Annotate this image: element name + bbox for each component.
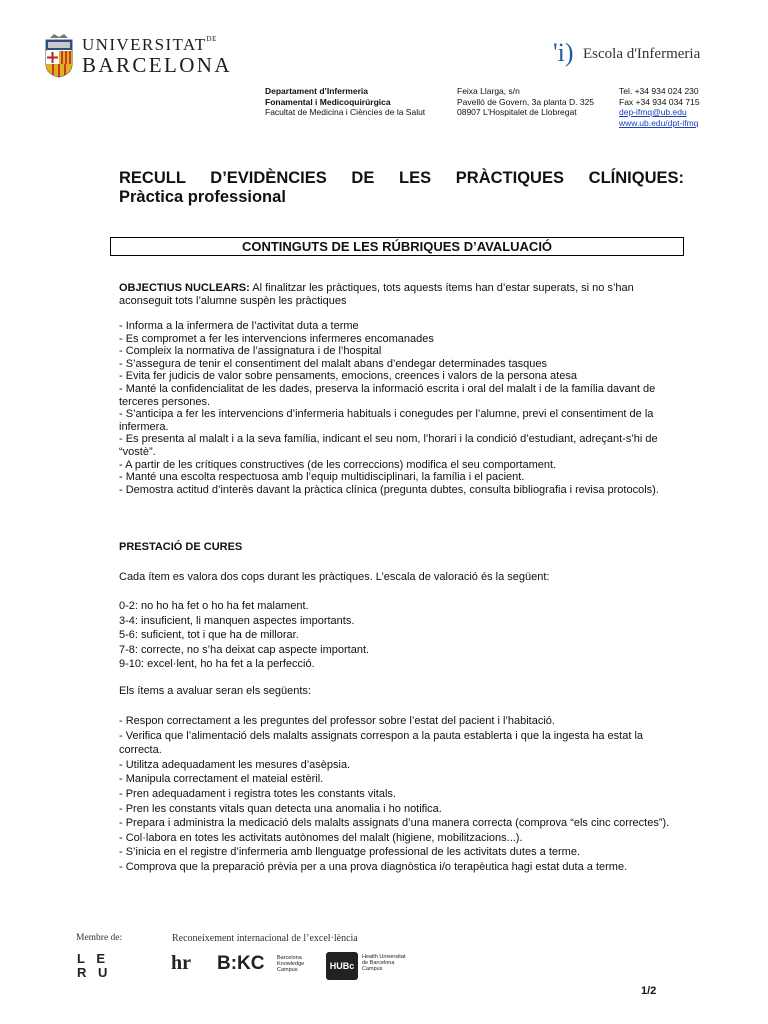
prestacio-heading: PRESTACIÓ DE CURES xyxy=(119,541,243,553)
list-item: - Respon correctament a les preguntes del professor sobre l’estat del pacient i l’habitació. xyxy=(119,715,555,727)
list-item: - Manté la confidencialitat de les dades, preserva la informació escrita i oral del malalt i de la família davant de terceres persones. xyxy=(119,382,656,408)
escola-name: Escola d'Infermeria xyxy=(583,46,701,62)
valuation-scale-list xyxy=(119,599,369,672)
document-title-line1: RECULL D’EVIDÈNCIES DE LES PRÀCTIQUES CLÍNIQUES: xyxy=(119,169,684,187)
cada-item-text: Cada ítem es valora dos cops durant les pràctiques. L’escala de valoració és la següent: xyxy=(119,571,550,583)
escola-mark-icon: 'i) xyxy=(553,38,574,67)
list-item: - S’assegura de tenir el consentiment del malalt abans d’endegar determinades tasques xyxy=(119,357,548,370)
address-line2: Pavelló de Govern, 3a planta D. 325 xyxy=(457,96,595,107)
list-item: - Verifica que l’alimentació dels malalts assignats correspon a la pauta establerta i que la ingesta ha estat la correcta. xyxy=(119,729,644,757)
list-item: - Col·labora en totes les activitats autònomes del malalt (higiene, mobilitzacions...). xyxy=(119,831,523,844)
department-info xyxy=(265,86,425,118)
list-item: - Pren les constants vitals quan detecta una anomalia i ho notifica. xyxy=(119,802,442,815)
bkc-text xyxy=(277,955,304,973)
list-item: - A partir de les crítiques constructives (de les correccions) modifica el seu comportament. xyxy=(119,458,557,471)
list-item: - Prepara i administra la medicació dels malalts assignats d’una manera correcta (comprova “els cinc correctes”). xyxy=(119,817,670,830)
leru-line1: L E xyxy=(77,951,109,966)
list-item: - Es compromet a fer les intervencions infermeres encomanades xyxy=(119,332,434,345)
document-title-line2: Pràctica professional xyxy=(119,188,286,206)
department-line1: Departament d’Infermeria xyxy=(265,86,368,96)
address-line3: 08907 L’Hospitalet de Llobregat xyxy=(457,107,577,117)
scale-item: 5-6: suficient, tot i que ha de millorar. xyxy=(119,629,299,642)
contact-email-link[interactable]: dep-ifmq@ub.edu xyxy=(619,107,687,117)
evaluation-items-list xyxy=(119,714,684,875)
university-crest-icon xyxy=(44,34,74,78)
department-line3: Facultat de Medicina i Ciències de la Salut xyxy=(265,107,426,117)
leru-line2: R U xyxy=(77,965,112,980)
leru-logo xyxy=(77,952,111,980)
list-item: - Manté una escolta respectuosa amb l’equip multidisciplinari, la família i el pacient. xyxy=(119,471,525,484)
bkc-text-line: Campus xyxy=(277,967,298,973)
bkc-text-line: Knowledge xyxy=(277,961,305,967)
list-item: - Es presenta al malalt i a la seva família, indicant el seu nom, l’horari i la condició d’estudiant, adreçant-s’hi de “vostè”. xyxy=(119,433,658,458)
items-intro-text: Els ítems a avaluar seran els següents: xyxy=(119,685,311,697)
objectius-list xyxy=(119,320,684,496)
scale-item: 9-10: excel·lent, ho ha fet a la perfecció. xyxy=(119,658,315,671)
hubc-text-line: de Barcelona xyxy=(362,960,395,966)
list-item: - S’anticipa a fer les intervencions d’infermeria habituals i conegudes per l’alumne, previ el consentiment de la infermera. xyxy=(119,408,654,433)
reconeixement-label: Reconeixement internacional de l’excel·lència xyxy=(172,933,358,944)
list-item: - Evita fer judicis de valor sobre pensaments, emocions, creences i valors de la persona atesa xyxy=(119,370,577,383)
list-item: - Informa a la infermera de l’activitat duta a terme xyxy=(119,320,359,332)
list-item: - Manipula correctament el mateial estèril. xyxy=(119,773,324,786)
address-line1: Feixa Llarga, s/n xyxy=(457,86,520,96)
hubc-text xyxy=(362,954,405,972)
contact-fax: Fax +34 934 034 715 xyxy=(619,96,700,107)
department-line2: Fonamental i Medicoquirúrgica xyxy=(265,96,391,107)
hubc-mark: HUBc xyxy=(326,952,358,980)
section-box-heading: CONTINGUTS DE LES RÚBRIQUES D’AVALUACIÓ xyxy=(110,237,684,256)
list-item: - Utilitza adequadament les mesures d’asèpsia. xyxy=(119,758,351,771)
document-title xyxy=(119,169,684,207)
scale-item: 0-2: no ho ha fet o ho ha fet malament. xyxy=(119,600,309,612)
bkc-text-line: Barcelona xyxy=(277,955,302,961)
scale-item: 3-4: insuficient, li manquen aspectes importants. xyxy=(119,614,355,627)
list-item: - Pren adequadament i registra totes les constants vitals. xyxy=(119,787,396,800)
bkc-mark: B:KC xyxy=(217,953,265,974)
page-number: 1/2 xyxy=(641,985,657,997)
hubc-text-line: Health Universitat xyxy=(362,954,406,960)
contact-web-link[interactable]: www.ub.edu/dpt-ifmq xyxy=(619,117,699,128)
university-logo xyxy=(44,34,232,80)
list-item: - Comprova que la preparació prèvia per a una prova diagnòstica i/o terapèutica hagi estat duta a terme. xyxy=(119,860,628,873)
list-item: - Demostra actitud d’interès davant la pràctica clínica (pregunta dubtes, consulta bibliografia i revisa protocols). xyxy=(119,483,659,496)
objectius-text: Al finalitzar les pràctiques, tots aquests ítems han d’estar superats, si no s’han aconseguit tots l’alumne suspèn les pràctiques xyxy=(119,282,634,307)
list-item: - Compleix la normativa de l’assignatura i de l’hospital xyxy=(119,345,382,358)
objectius-label: OBJECTIUS NUCLEARS: xyxy=(119,282,250,294)
contact-tel: Tel. +34 934 024 230 xyxy=(619,86,699,96)
list-item: - S’inicia en el registre d’infermeria amb llenguatge professional de les activitats dutes a terme. xyxy=(119,846,581,859)
hubc-text-line: Campus xyxy=(362,966,383,972)
hr-logo: hr xyxy=(171,952,191,974)
university-name: $UNIVERSITAT^{DE}$ BARCELONA xyxy=(82,35,232,77)
membre-label: Membre de: xyxy=(76,933,123,943)
objectius-paragraph xyxy=(119,282,679,307)
contact-info xyxy=(619,86,700,128)
address-info xyxy=(457,86,594,118)
scale-item: 7-8: correcte, no s’ha deixat cap aspecte important. xyxy=(119,643,370,656)
